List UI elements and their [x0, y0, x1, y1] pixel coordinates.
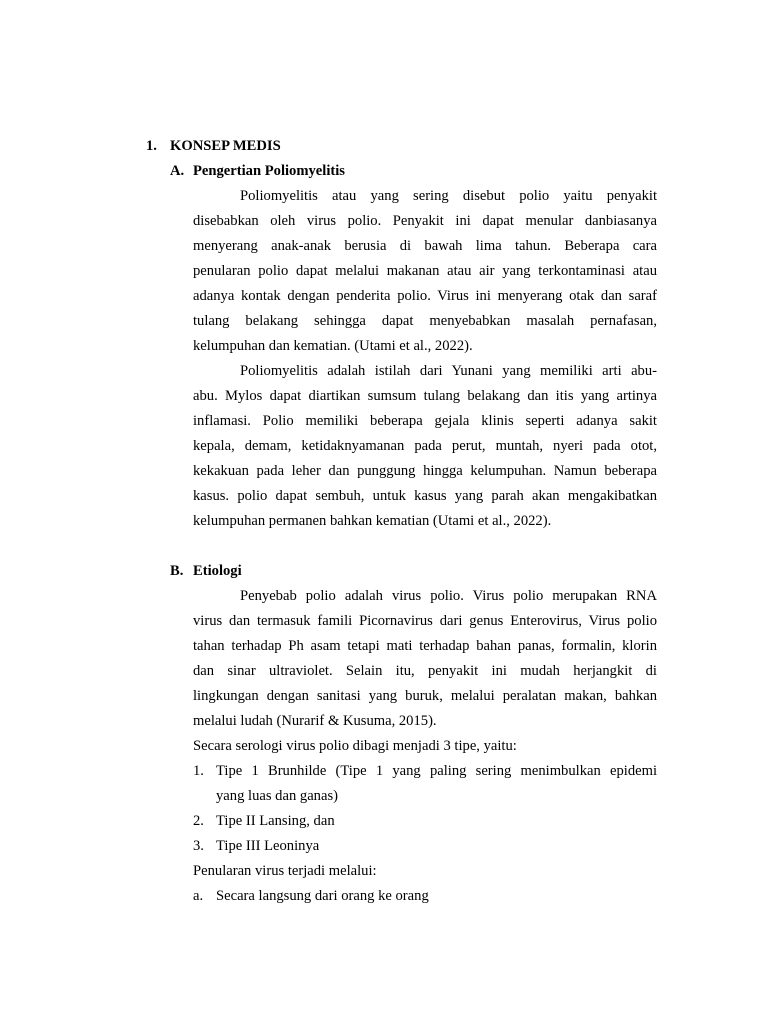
list-marker: 1. [193, 763, 204, 779]
paragraph-line: inflamasi. Polio memiliki beberapa gejala klinis seperti adanya sakit [193, 413, 657, 429]
paragraph-line: kelumpuhan dan kematian. (Utami et al., 2022). [193, 338, 473, 354]
heading-title: KONSEP MEDIS [170, 138, 281, 154]
section-a-title: Pengertian Poliomyelitis [193, 163, 345, 179]
paragraph-line: kelumpuhan permanen bahkan kematian (Utami et al., 2022). [193, 513, 552, 529]
section-a-letter: A. [170, 163, 185, 179]
section-b-title: Etiologi [193, 563, 242, 579]
paragraph-line: kasus. polio dapat sembuh, untuk kasus yang parah akan mengakibatkan [193, 488, 657, 504]
paragraph-line: Penyebab polio adalah virus polio. Virus polio merupakan RNA [240, 588, 657, 604]
paragraph-line: menyerang anak-anak berusia di bawah lima tahun. Beberapa cara [193, 238, 657, 254]
paragraph-line: melalui ludah (Nurarif & Kusuma, 2015). [193, 713, 437, 729]
paragraph-line: lingkungan dengan sanitasi yang buruk, melalui peralatan makan, bahkan [193, 688, 657, 704]
list-item-line: Tipe 1 Brunhilde (Tipe 1 yang paling sering menimbulkan epidemi [216, 763, 657, 779]
paragraph-line: tulang belakang sehingga dapat menyebabkan masalah pernafasan, [193, 313, 657, 329]
paragraph-line: tahan terhadap Ph asam tetapi mati terhadap bahan panas, formalin, klorin [193, 638, 657, 654]
paragraph-line: kepala, demam, ketidaknyamanan pada perut, muntah, nyeri pada otot, [193, 438, 657, 454]
paragraph-line: Poliomyelitis atau yang sering disebut polio yaitu penyakit [240, 188, 657, 204]
paragraph-line: virus dan termasuk famili Picornavirus dari genus Enterovirus, Virus polio [193, 613, 657, 629]
list-item-line: Tipe III Leoninya [216, 838, 320, 854]
list-marker: 2. [193, 813, 204, 829]
paragraph-line: adanya kontak dengan penderita polio. Virus ini menyerang otak dan saraf [193, 288, 657, 304]
paragraph-line: Poliomyelitis adalah istilah dari Yunani yang memiliki arti abu- [240, 363, 657, 379]
list-item-line: yang luas dan ganas) [216, 788, 338, 804]
paragraph-line: dan sinar ultraviolet. Selain itu, penyakit ini mudah herjangkit di [193, 663, 657, 679]
transmission-intro: Penularan virus terjadi melalui: [193, 863, 377, 879]
paragraph-line: kekakuan pada leher dan punggung hingga kelumpuhan. Namun beberapa [193, 463, 657, 479]
paragraph-line: abu. Mylos dapat diartikan sumsum tulang belakang dan itis yang artinya [193, 388, 657, 404]
paragraph-line: penularan polio dapat melalui makanan atau air yang terkontaminasi atau [193, 263, 657, 279]
list-item-line: Secara langsung dari orang ke orang [216, 888, 429, 904]
section-b-letter: B. [170, 563, 184, 579]
list-item-line: Tipe II Lansing, dan [216, 813, 335, 829]
paragraph-line: disebabkan oleh virus polio. Penyakit ini dapat menular danbiasanya [193, 213, 657, 229]
list-marker: a. [193, 888, 204, 904]
serologi-intro: Secara serologi virus polio dibagi menjadi 3 tipe, yaitu: [193, 738, 517, 754]
list-marker: 3. [193, 838, 204, 854]
heading-number: 1. [146, 138, 157, 154]
